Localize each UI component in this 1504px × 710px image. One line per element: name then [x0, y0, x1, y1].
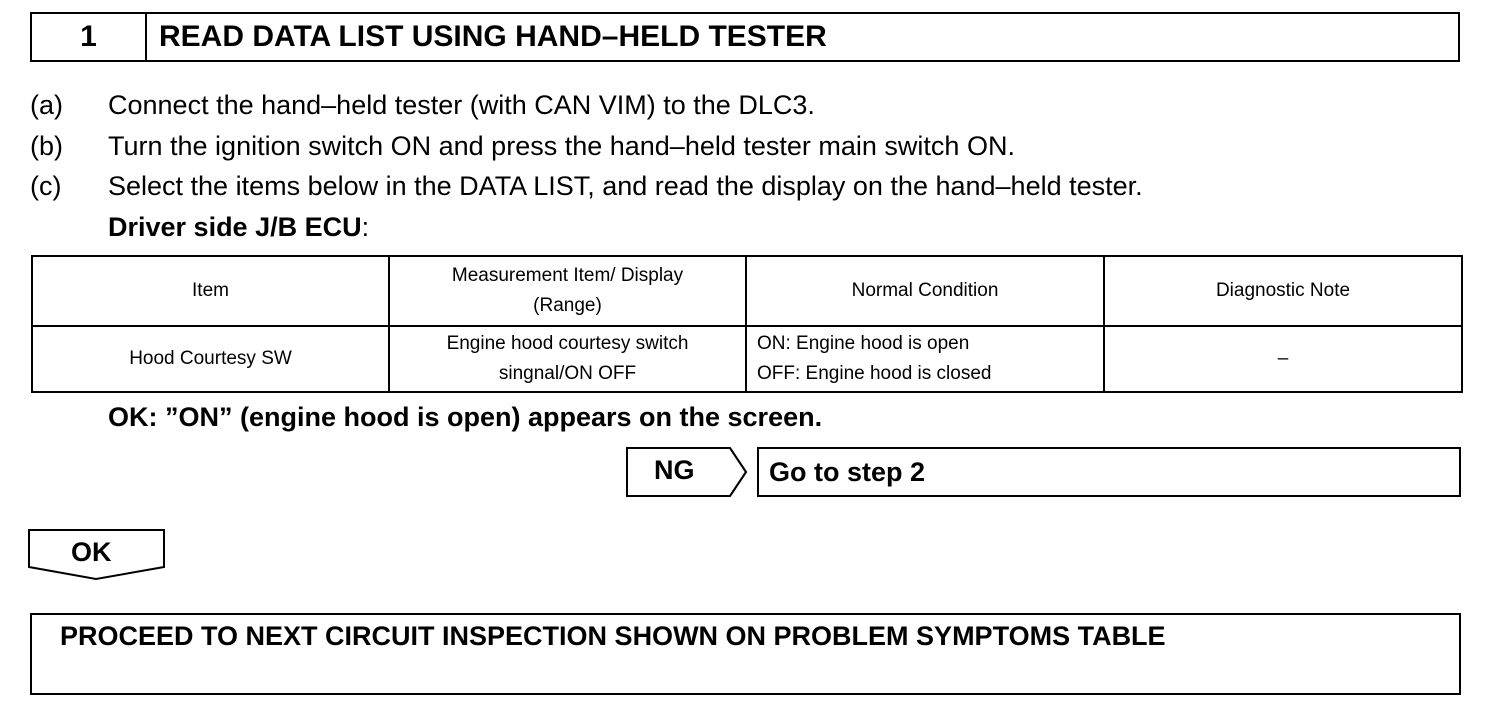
- step-number: 1: [32, 14, 147, 60]
- proceed-box: [30, 613, 1461, 695]
- step-header: [30, 12, 1460, 62]
- cell-normal-line1: ON: Engine hood is open: [757, 333, 970, 354]
- header-measurement-line2: (Range): [533, 295, 602, 316]
- instruction-text: Select the items below in the DATA LIST, and read the display on the hand–held tester.: [108, 171, 1143, 201]
- proceed-text: PROCEED TO NEXT CIRCUIT INSPECTION SHOWN ON PROBLEM SYMPTOMS TABLE: [60, 621, 1166, 651]
- cell-measurement-line1: Engine hood courtesy switch: [446, 333, 689, 354]
- ok-label: OK: [71, 537, 112, 567]
- header-diagnostic-note: Diagnostic Note: [1104, 256, 1462, 326]
- instruction-label: (a): [30, 90, 63, 120]
- cell-measurement: [389, 326, 746, 392]
- cell-item: Hood Courtesy SW: [32, 326, 389, 392]
- cell-normal-condition: [746, 326, 1104, 392]
- header-measurement: [389, 256, 746, 326]
- cell-measurement-line2: singnal/ON OFF: [498, 363, 637, 384]
- instruction-label: (b): [30, 131, 63, 161]
- table-row: [32, 326, 1462, 392]
- instruction-c: [30, 171, 1143, 202]
- goto-step-text: Go to step 2: [769, 456, 926, 487]
- instruction-text: Turn the ignition switch ON and press the hand–held tester main switch ON.: [108, 131, 1015, 161]
- data-list-table: [31, 255, 1463, 393]
- header-item: Item: [32, 256, 389, 326]
- instruction-b: [30, 131, 1015, 162]
- instruction-text: Connect the hand–held tester (with CAN VIM) to the DLC3.: [108, 90, 815, 120]
- cell-normal-line2: OFF: Engine hood is closed: [757, 363, 992, 384]
- ok-condition: OK: ”ON” (engine hood is open) appears on the screen.: [108, 402, 823, 432]
- step-title: READ DATA LIST USING HAND–HELD TESTER: [159, 20, 827, 53]
- ecu-name: Driver side J/B ECU: [108, 212, 362, 242]
- instruction-a: [30, 90, 815, 121]
- ok-arrow-box: [28, 529, 166, 581]
- table-header-row: [32, 256, 1462, 326]
- ecu-subheading: [108, 212, 369, 243]
- instruction-label: (c): [30, 171, 62, 201]
- ecu-colon: :: [361, 212, 370, 242]
- goto-step-box: [757, 447, 1461, 497]
- ng-branch-box: [626, 447, 748, 497]
- header-measurement-line1: Measurement Item/ Display: [451, 265, 684, 286]
- ng-label: NG: [654, 455, 695, 485]
- header-normal-condition: Normal Condition: [746, 256, 1104, 326]
- cell-diagnostic-note: –: [1104, 326, 1462, 392]
